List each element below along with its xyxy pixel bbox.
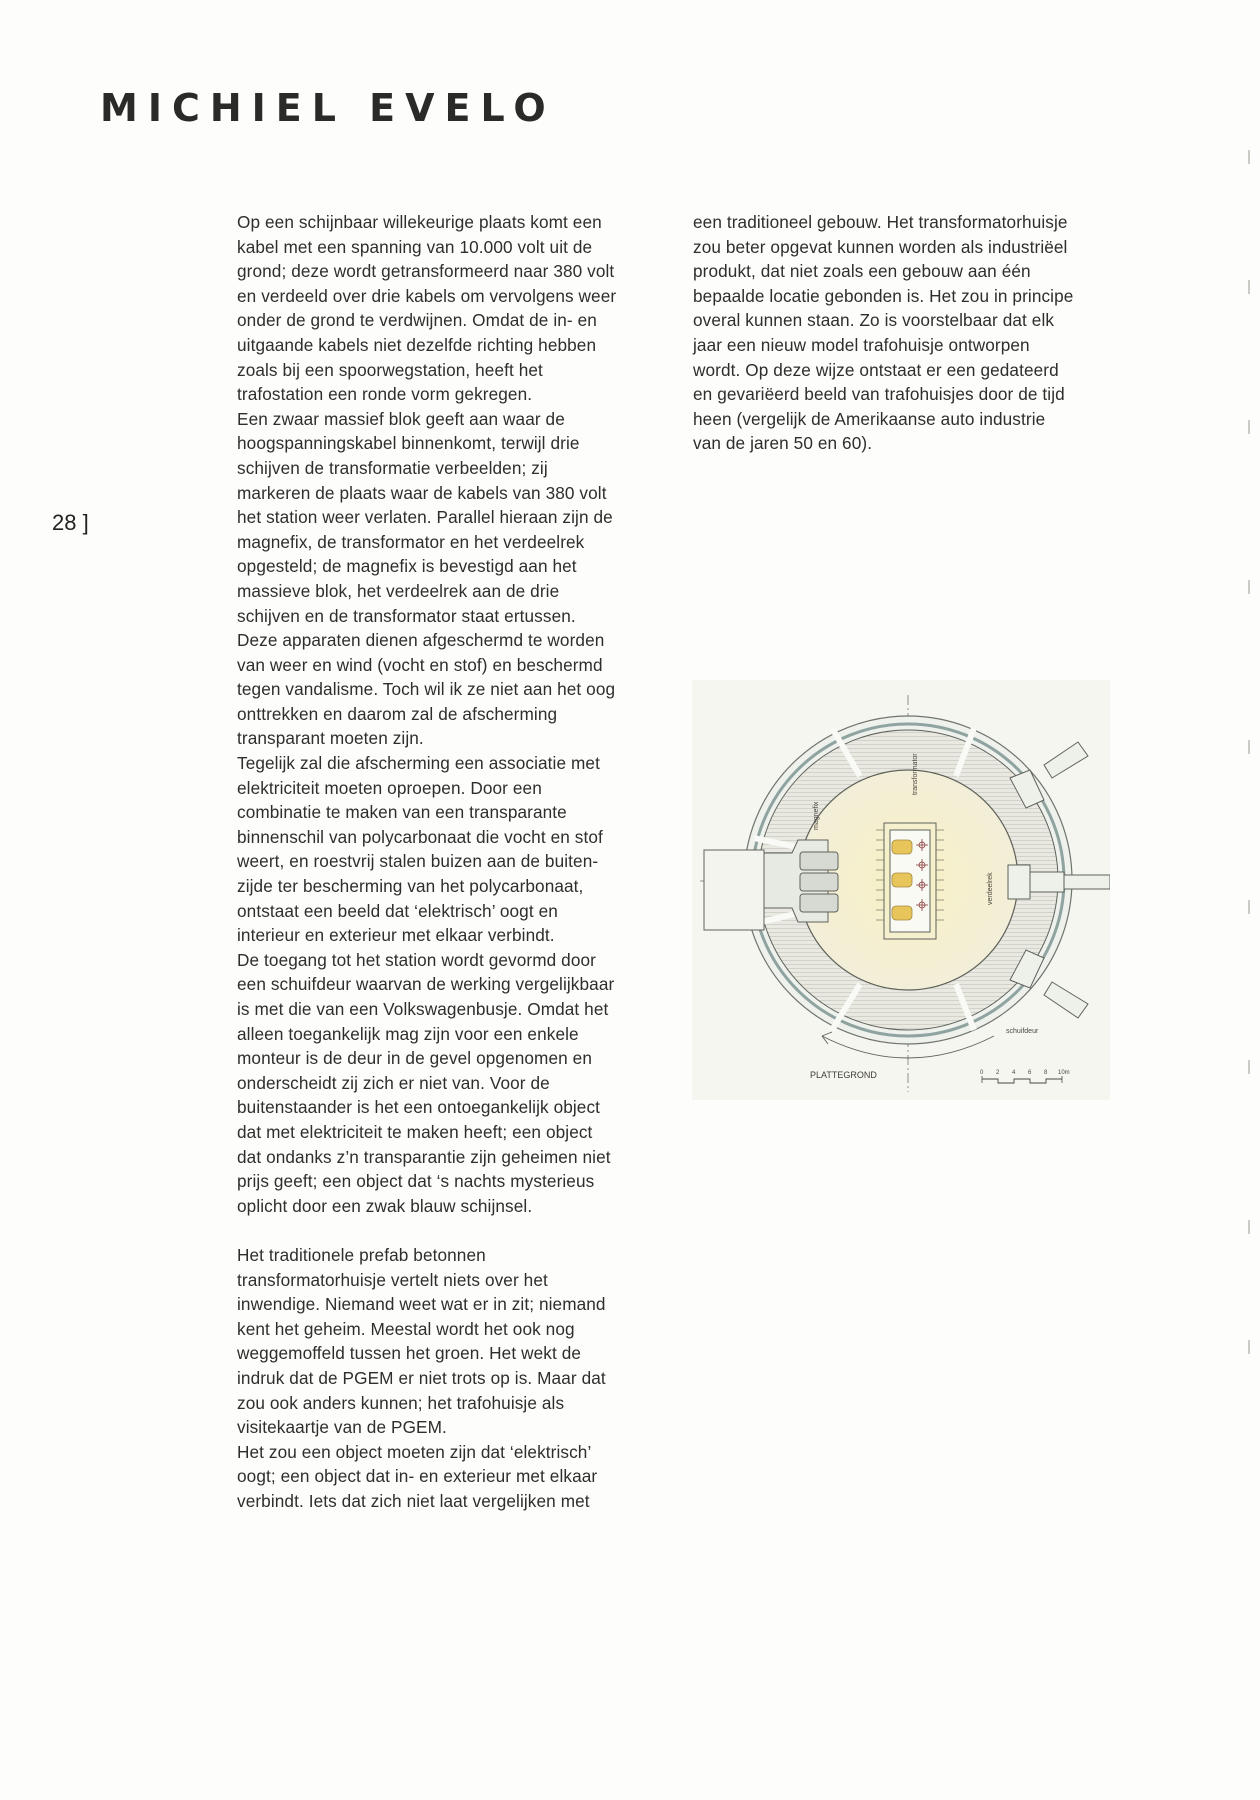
text-line: zoals bij een spoorwegstation, heeft het: [237, 359, 543, 380]
floor-plan-figure: [692, 680, 1110, 1100]
massive-block: [704, 850, 764, 930]
scale-tick-8: 8: [1044, 1070, 1048, 1076]
text-line: opgesteld; de magnefix is bevestigd aan het: [237, 556, 577, 577]
text-line: dat ondanks z’n transparantie zijn geheimen niet: [237, 1146, 611, 1167]
text-line: massieve blok, het verdeelrek aan de drie: [237, 580, 560, 601]
text-line: Een zwaar massief blok geeft aan waar de: [237, 408, 565, 429]
text-line: elektriciteit moeten oproepen. Door een: [237, 777, 542, 798]
text-line: indruk dat de PGEM er niet trots op is. Maar dat: [237, 1367, 606, 1388]
text-line: grond; deze wordt getransformeerd naar 380 volt: [237, 261, 615, 282]
text-line: heen (vergelijk de Amerikaanse auto industrie: [693, 408, 1046, 429]
text-line: binnenschil van polycarbonaat die vocht en stof: [237, 826, 603, 847]
text-line: het station weer verlaten. Parallel hieraan zijn de: [237, 507, 613, 528]
text-line: markeren de plaats waar de kabels van 380 volt: [237, 482, 607, 503]
text-line: transparant moeten zijn.: [237, 728, 424, 749]
text-line: wordt. Op deze wijze ontstaat er een gedateerd: [693, 359, 1059, 380]
text-line: produkt, dat niet zoals een gebouw aan één: [693, 261, 1031, 282]
text-line: Deze apparaten dienen afgeschermd te worden: [237, 630, 605, 651]
page-number: 28 ]: [52, 510, 89, 535]
label-schuifdeur: schuifdeur: [1006, 1028, 1039, 1035]
text-line: van de jaren 50 en 60).: [693, 433, 873, 454]
text-line: en verdeeld over drie kabels om vervolgens weer: [237, 285, 617, 306]
transformer-coils: [892, 840, 912, 920]
text-line: oogt; een object dat in- en exterieur met elkaar: [237, 1466, 598, 1487]
figure-caption: PLATTEGROND: [810, 1070, 877, 1080]
text-line: interieur en exterieur met elkaar verbindt.: [237, 925, 555, 946]
text-line: uitgaande kabels niet dezelfde richting hebben: [237, 334, 597, 355]
paragraph-1: [237, 210, 677, 1218]
text-line: van weer en wind (vocht en stof) en beschermd: [237, 654, 603, 675]
text-line: oplicht door een zwak blauw schijnsel.: [237, 1195, 533, 1216]
text-line: hoogspanningskabel binnenkomt, terwijl drie: [237, 433, 580, 454]
text-line: verbindt. Iets dat zich niet laat vergelijken met: [237, 1490, 590, 1511]
text-line: een schuifdeur waarvan de werking vergelijkbaar: [237, 974, 615, 995]
text-line: zijde ter bescherming van het polycarbonaat,: [237, 876, 584, 897]
text-line: monteur is de deur in de gevel opgenomen en: [237, 1048, 592, 1069]
text-line: ontstaat een beeld dat ‘elektrisch’ oogt en: [237, 900, 558, 921]
text-line: jaar een nieuw model trafohuisje ontworpen: [693, 334, 1030, 355]
text-line: prijs geeft; een object dat ‘s nachts mysterieus: [237, 1171, 595, 1192]
text-line: Op een schijnbaar willekeurige plaats komt een: [237, 212, 602, 232]
text-line: Het traditionele prefab betonnen: [237, 1244, 486, 1265]
text-line: zou beter opgevat kunnen worden als industriëel: [693, 236, 1068, 257]
left-column: [237, 210, 677, 1513]
label-magnefix: magnefix: [813, 801, 820, 830]
text-line: onderscheidt zij zich er niet van. Voor de: [237, 1072, 550, 1093]
floor-plan-drawing: [692, 680, 1110, 1100]
text-line: De toegang tot het station wordt gevormd door: [237, 949, 596, 970]
page-edge-marks: [1248, 120, 1252, 1370]
text-line: transformatorhuisje vertelt niets over het: [237, 1269, 548, 1290]
text-line: weggemoffeld tussen het groen. Het wekt de: [237, 1343, 582, 1364]
label-transformator: transformator: [912, 753, 919, 795]
paragraph-continued: [693, 210, 1133, 456]
paragraph-gap: [237, 1218, 677, 1243]
scale-tick-6: 6: [1028, 1070, 1032, 1076]
text-line: kent het geheim. Meestal wordt het ook nog: [237, 1318, 575, 1339]
text-line: bepaalde locatie gebonden is. Het zou in principe: [693, 285, 1074, 306]
text-line: visitekaartje van de PGEM.: [237, 1417, 447, 1438]
paragraph-2: [237, 1243, 677, 1514]
scale-tick-0: 0: [980, 1070, 984, 1076]
text-line: inwendige. Niemand weet wat er in zit; niemand: [237, 1294, 606, 1315]
text-line: schijven en de transformator staat ertussen.: [237, 605, 576, 626]
text-line: dat met elektriciteit te maken heeft; een object: [237, 1121, 593, 1142]
text-line: combinatie te maken van een transparante: [237, 802, 567, 823]
text-line: is met die van een Volkswagenbusje. Omdat het: [237, 999, 609, 1019]
text-line: Tegelijk zal die afscherming een associatie met: [237, 753, 600, 774]
text-line: tegen vandalisme. Toch wil ik ze niet aan het oog: [237, 679, 616, 700]
text-line: overal kunnen staan. Zo is voorstelbaar dat elk: [693, 310, 1055, 331]
author-title: MICHIEL EVELO: [100, 86, 556, 130]
text-line: Het zou een object moeten zijn dat ‘elektrisch’: [237, 1441, 592, 1462]
text-line: kabel met een spanning van 10.000 volt uit de: [237, 236, 593, 257]
scale-bar: [980, 1070, 1070, 1083]
text-line: en gevariëerd beeld van trafohuisjes door de tijd: [693, 384, 1065, 405]
text-line: alleen toegankelijk mag zijn voor een enkele: [237, 1023, 579, 1044]
text-line: onttrekken en daarom zal de afscherming: [237, 703, 558, 724]
text-line: schijven de transformatie verbeelden; zij: [237, 457, 548, 478]
text-line: buitenstaander is het een ontoegankelijk object: [237, 1097, 601, 1118]
magnefix-units: [800, 852, 838, 912]
scale-tick-10m: 10m: [1058, 1070, 1070, 1076]
text-line: magnefix, de transformator en het verdeelrek: [237, 531, 585, 552]
distribution-rack: [1008, 742, 1110, 1018]
right-column: [693, 210, 1133, 456]
scale-tick-4: 4: [1012, 1070, 1016, 1076]
text-line: een traditioneel gebouw. Het transformatorhuisje: [693, 212, 1068, 232]
scale-tick-2: 2: [996, 1070, 1000, 1076]
label-verdeelrek: verdeelrek: [987, 872, 994, 905]
text-line: weert, en roestvrij stalen buizen aan de buiten-: [237, 851, 599, 872]
text-line: onder de grond te verdwijnen. Omdat de in- en: [237, 310, 597, 331]
text-line: trafostation een ronde vorm gekregen.: [237, 384, 533, 405]
text-line: zou ook anders kunnen; het trafohuisje als: [237, 1392, 565, 1413]
